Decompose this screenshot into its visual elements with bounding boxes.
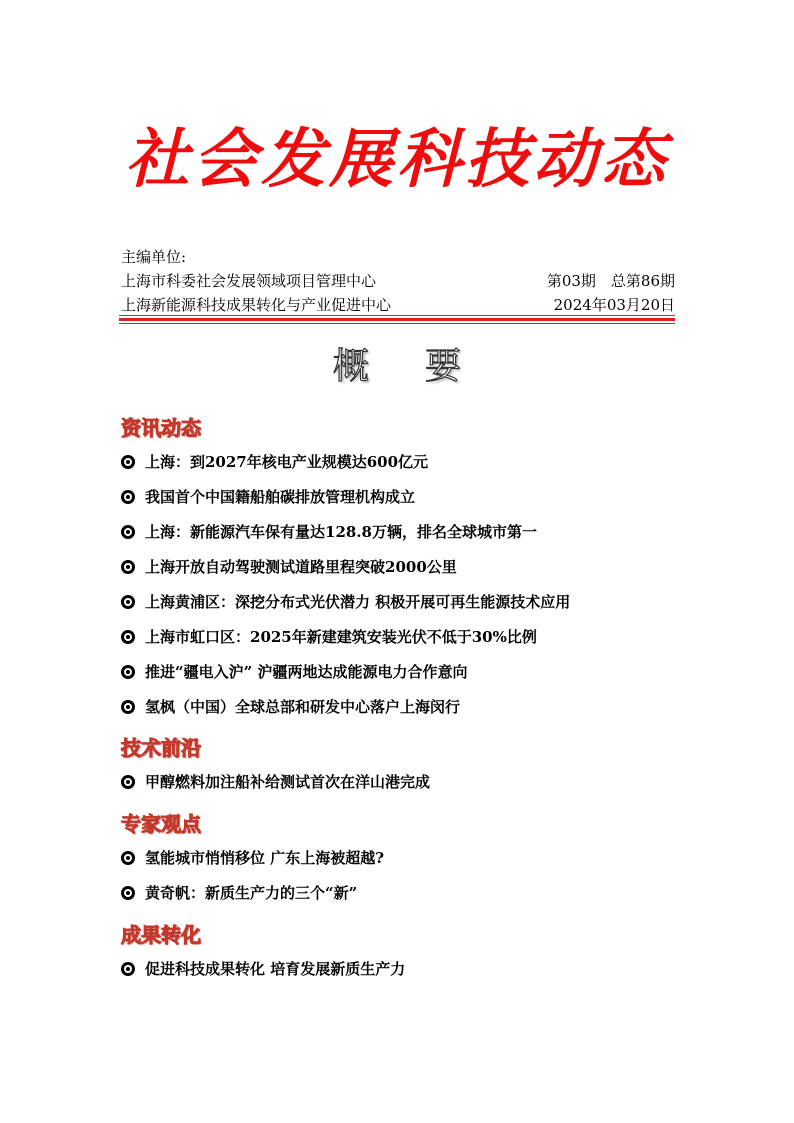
bullet-icon [121,962,135,976]
header-rule-bottom [119,323,675,324]
list-item[interactable] [121,444,681,479]
bullet-icon [121,560,135,574]
bullet-icon [121,490,135,504]
masthead-title: 社会发展科技动态 [125,123,669,197]
list-item[interactable] [121,654,681,689]
item-text: 上海开放自动驾驶测试道路里程突破2000公里 [145,558,457,576]
item-text: 上海市虹口区：2025年新建建筑安装光伏不低于30%比例 [145,628,537,646]
bullet-icon [121,630,135,644]
editor-row-1 [121,269,675,293]
editor-org-1: 上海市科委社会发展领域项目管理中心 [121,272,377,290]
list-item[interactable] [121,875,681,910]
section-heading-expert: 专家观点 [121,812,201,836]
item-text: 上海黄浦区：深挖分布式光伏潜力 积极开展可再生能源技术应用 [145,593,571,611]
header-rule-top [119,315,675,316]
item-text: 甲醇燃料加注船补给测试首次在洋山港完成 [145,773,431,791]
list-item[interactable] [121,479,681,514]
issue-date: 2024年03月20日 [553,296,675,314]
list-item[interactable] [121,951,681,986]
editor-info [121,245,675,317]
item-text: 氢枫（中国）全球总部和研发中心落户上海闵行 [145,698,461,716]
header-rule-main [119,318,675,321]
summary-title: 概要 [332,346,517,387]
bullet-icon [121,851,135,865]
bullet-icon [121,665,135,679]
list-item[interactable] [121,840,681,875]
bullet-icon [121,886,135,900]
section-heading-news: 资讯动态 [121,416,201,440]
item-text: 氢能城市悄悄移位 广东上海被超越? [145,849,385,867]
section-expert [121,808,681,910]
item-text: 促进科技成果转化 培育发展新质生产力 [145,960,406,978]
list-item[interactable] [121,764,681,799]
item-text: 上海：到2027年核电产业规模达600亿元 [145,453,429,471]
bullet-icon [121,455,135,469]
list-item[interactable] [121,689,681,724]
list-item[interactable] [121,584,681,619]
item-text: 黄奇帆：新质生产力的三个“新” [145,884,358,902]
section-news [121,412,681,724]
issue-number: 第03期 总第86期 [546,272,675,290]
item-text: 上海：新能源汽车保有量达128.8万辆，排名全球城市第一 [145,523,537,541]
list-item[interactable] [121,514,681,549]
editor-row-2 [121,293,675,317]
item-text: 推进“疆电入沪” 沪疆两地达成能源电力合作意向 [145,663,468,681]
section-heading-results: 成果转化 [121,923,201,947]
section-results [121,919,681,986]
list-item[interactable] [121,619,681,654]
bullet-icon [121,775,135,789]
bullet-icon [121,595,135,609]
section-heading-tech: 技术前沿 [121,736,201,760]
item-text: 我国首个中国籍船舶碳排放管理机构成立 [145,488,416,506]
bullet-icon [121,700,135,714]
section-tech [121,732,681,799]
bullet-icon [121,525,135,539]
list-item[interactable] [121,549,681,584]
editor-org-2: 上海新能源科技成果转化与产业促进中心 [121,296,392,314]
editor-label: 主编单位: [121,248,187,266]
